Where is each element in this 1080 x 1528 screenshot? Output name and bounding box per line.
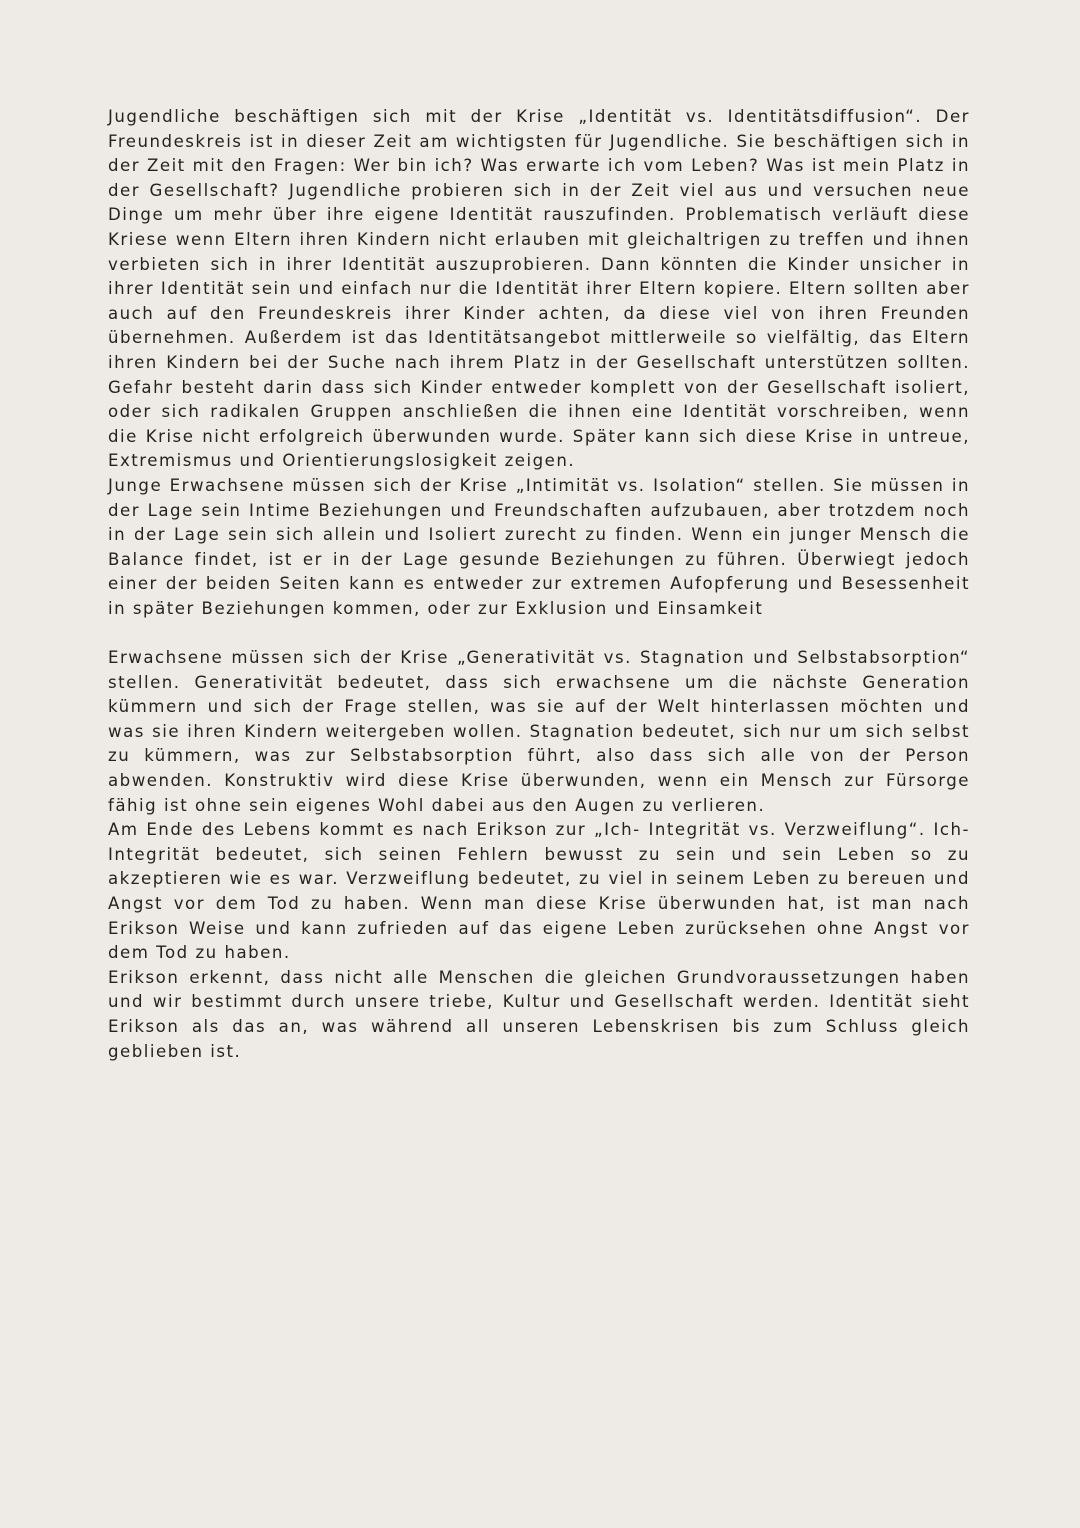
paragraph-conclusion: Erikson erkennt, dass nicht alle Menschen die gleichen Grundvoraussetzungen haben und wir bestimmt durch unsere triebe, Kultur und Gesellschaft werden. Identität sieht Erikson als das an, was während all unseren Lebenskrisen bis zum Schluss gleich geblieben ist. — [108, 967, 970, 1061]
document-body — [108, 105, 970, 1064]
paragraph-intimacy-crisis: Junge Erwachsene müssen sich der Krise „Intimität vs. Isolation“ stellen. Sie müssen in der Lage sein Intime Beziehungen und Freundschaften aufzubauen, aber trotzdem noch in der Lage sein sich allein und Isoliert zurecht zu finden. Wenn ein junger Mensch die Balance findet, ist er in der Lage gesunde Beziehungen zu führen. Überwiegt jedoch einer der beiden Seiten kann es entweder zur extremen Aufopferung und Besessenheit in später Beziehungen kommen, oder zur Exklusion und Einsamkeit — [108, 475, 970, 618]
paragraph-generativity-crisis: Erwachsene müssen sich der Krise „Generativität vs. Stagnation und Selbstabsorption“ stellen. Generativität bedeutet, dass sich erwachsene um die nächste Generation kümmern und sich der Frage stellen, was sie auf der Welt hinterlassen möchten und was sie ihren Kindern weitergeben wollen. Stagnation bedeutet, sich nur um sich selbst zu kümmern, was zur Selbstabsorption führt, also dass sich alle von der Person abwenden. Konstruktiv wird diese Krise überwunden, wenn ein Mensch zur Fürsorge fähig ist ohne sein eigenes Wohl dabei aus den Augen zu verlieren. — [108, 648, 970, 815]
paragraph-integrity-crisis: Am Ende des Lebens kommt es nach Erikson zur „Ich- Integrität vs. Verzweiflung“. Ich- Integrität bedeutet, sich seinen Fehlern bewusst zu sein und sein Leben so zu akzeptieren wie es war. Verzweiflung bedeutet, zu viel in seinem Leben zu bereuen und Angst vor dem Tod zu haben. Wenn man diese Krise überwunden hat, ist man nach Erikson Weise und kann zufrieden auf das eigene Leben zurücksehen ohne Angst vor dem Tod zu haben. — [108, 820, 970, 963]
paragraph-gap — [108, 621, 970, 646]
paragraph-identity-crisis: Jugendliche beschäftigen sich mit der Krise „Identität vs. Identitätsdiffusion“. Der Freundeskreis ist in dieser Zeit am wichtigsten für Jugendliche. Sie beschäftigen sich in der Zeit mit den Fragen: Wer bin ich? Was erwarte ich vom Leben? Was ist mein Platz in der Gesellschaft? Jugendliche probieren sich in der Zeit viel aus und versuchen neue Dinge um mehr über ihre eigene Identität rauszufinden. Problematisch verläuft diese Kriese wenn Eltern ihren Kindern nicht erlauben mit gleichaltrigen zu treffen und ihnen verbieten sich in ihrer Identität auszuprobieren. Dann könnten die Kinder unsicher in ihrer Identität sein und einfach nur die Identität ihrer Eltern kopiere. Eltern sollten aber auch auf den Freundeskreis ihrer Kinder achten, da diese viel von ihren Freunden übernehmen. Außerdem ist das Identitätsangebot mittlerweile so vielfältig, das Eltern ihren Kindern bei der Suche nach ihrem Platz in der Gesellschaft unterstützen sollten. Gefahr besteht darin dass sich Kinder entweder komplett von der Gesellschaft isoliert, oder sich radikalen Gruppen anschließen die ihnen eine Identität vorschreiben, wenn die Krise nicht erfolgreich überwunden wurde. Später kann sich diese Krise in untreue, Extremismus und Orientierungslosigkeit zeigen. — [108, 107, 970, 471]
